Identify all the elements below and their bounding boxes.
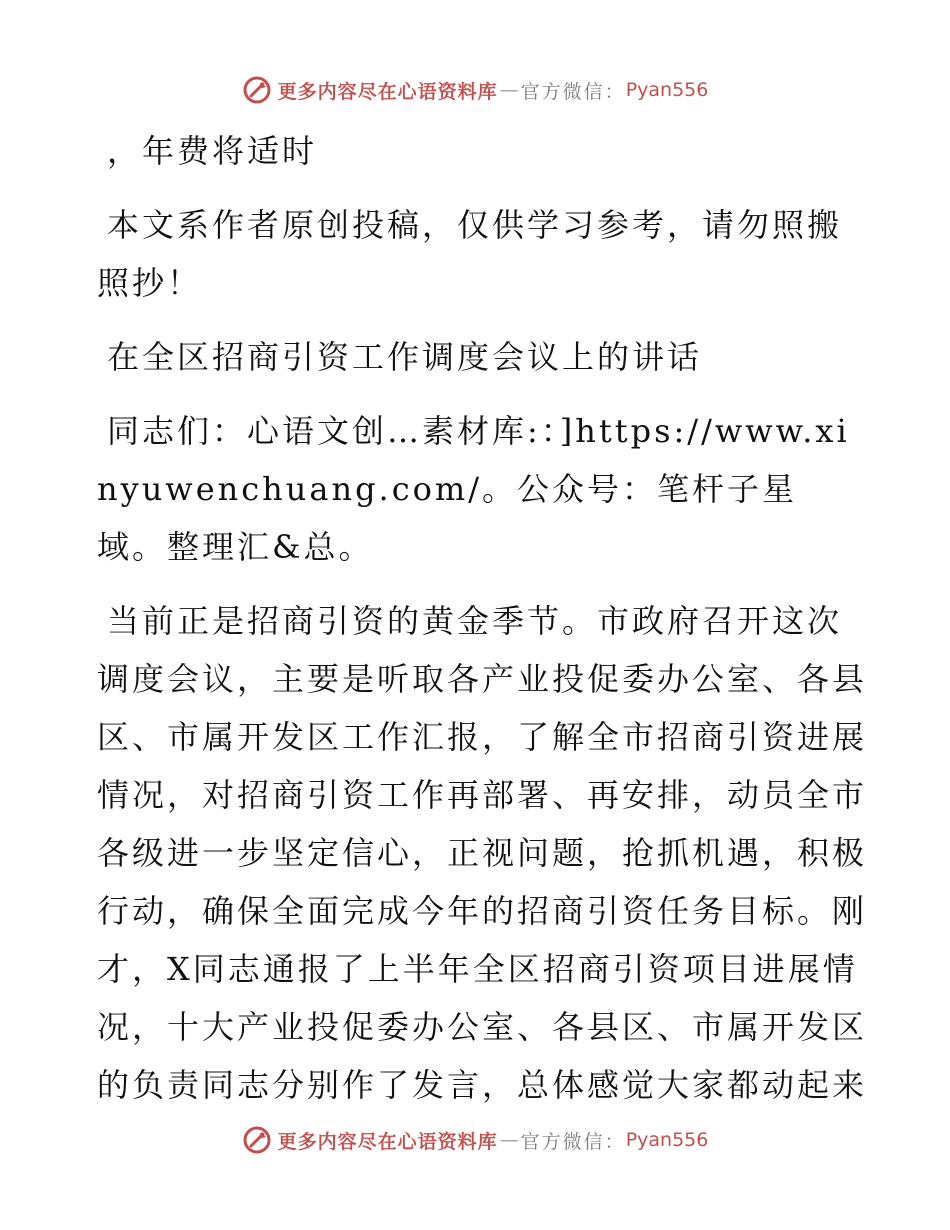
header-watermark xyxy=(0,70,950,110)
paragraph-disclaimer: 本文系作者原创投稿，仅供学习参考，请勿照搬照抄！ xyxy=(97,206,843,302)
watermark-main-text: 更多内容尽在心语资料库 xyxy=(277,1130,498,1153)
footer-watermark xyxy=(0,1120,950,1160)
watermark-dash: — xyxy=(499,79,519,101)
quill-logo-icon xyxy=(242,1125,272,1155)
document-body xyxy=(97,122,867,1114)
watermark-wechat-id: Pyan556 xyxy=(625,79,709,101)
paragraph-body: 当前正是招商引资的黄金季节。市政府召开这次调度会议，主要是听取各产业投促委办公室、各县区、市属开发区工作汇报，了解全市招商引资进展情况，对招商引资工作再部署、再安排，动员全市各级进一步坚定信心，正视问题，抢抓机遇，积极行动，确保全面完成今年的招商引资任务目标。刚才，X同志通报了上半年全区招商引资项目进展情况，十大产业投促委办公室、各县区、市属开发区的负责同志分别作了发言，总体感觉大家都动起来 xyxy=(97,602,868,1104)
watermark-main-text: 更多内容尽在心语资料库 xyxy=(277,80,498,103)
watermark-dash: — xyxy=(499,1129,519,1151)
quill-logo-icon xyxy=(242,75,272,105)
watermark-label: 官方微信： xyxy=(520,80,626,103)
paragraph-fragment: ，年费将适时 xyxy=(107,132,318,170)
paragraph-greeting: 同志们：心语文创…素材库:：]https://www.xinyuwenchuang.com/。公众号：笔杆子星域。整理汇&总。 xyxy=(97,412,850,566)
watermark-wechat-id: Pyan556 xyxy=(625,1129,709,1151)
watermark-label: 官方微信： xyxy=(520,1130,626,1153)
speech-title: 在全区招商引资工作调度会议上的讲话 xyxy=(107,338,703,376)
